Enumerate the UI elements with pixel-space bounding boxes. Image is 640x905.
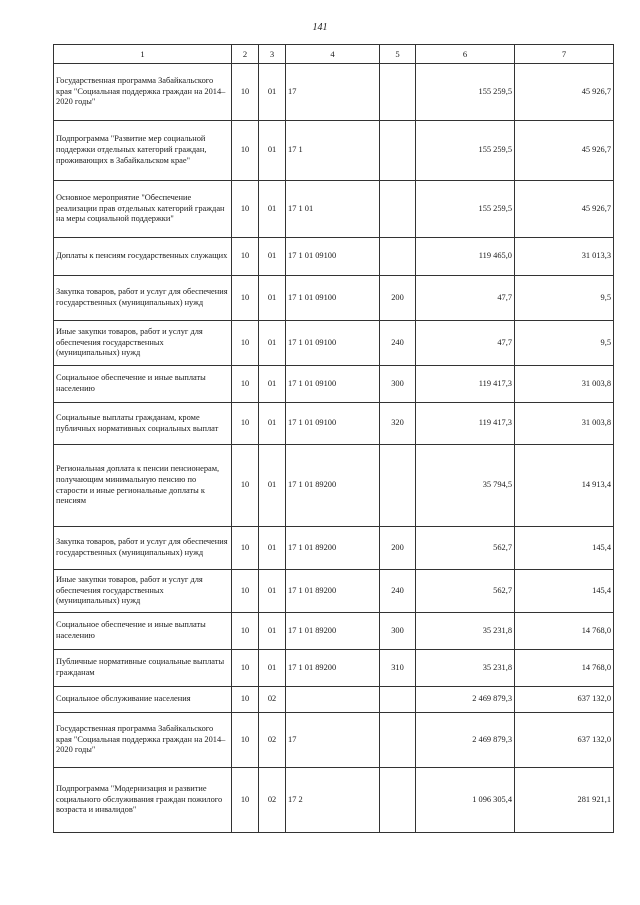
target-article-cell: 17 (286, 64, 380, 121)
expense-type-cell: 320 (380, 403, 416, 445)
subsection-cell: 02 (259, 768, 286, 833)
subsection-cell: 01 (259, 276, 286, 321)
table-row (54, 650, 614, 687)
amount-column-7-cell: 9,5 (515, 276, 614, 321)
amount-column-7-cell: 31 003,8 (515, 366, 614, 403)
column-header: 1 (54, 45, 232, 64)
expense-type-cell (380, 768, 416, 833)
target-article-cell: 17 1 01 09100 (286, 403, 380, 445)
amount-column-7-cell: 14 768,0 (515, 613, 614, 650)
subsection-cell: 01 (259, 650, 286, 687)
expense-type-cell (380, 181, 416, 238)
column-header: 4 (286, 45, 380, 64)
target-article-cell: 17 2 (286, 768, 380, 833)
budget-table (53, 44, 614, 833)
amount-column-7-cell: 14 768,0 (515, 650, 614, 687)
amount-column-6-cell: 2 469 879,3 (416, 687, 515, 713)
row-name-cell: Государственная программа Забайкальского края "Социальная поддержка граждан на 2014–2020 годы" (54, 64, 232, 121)
table-row (54, 121, 614, 181)
table-row (54, 687, 614, 713)
amount-column-6-cell: 47,7 (416, 321, 515, 366)
amount-column-6-cell: 562,7 (416, 570, 515, 613)
table-row (54, 768, 614, 833)
expense-type-cell: 300 (380, 613, 416, 650)
target-article-cell: 17 1 01 09100 (286, 238, 380, 276)
expense-type-cell (380, 121, 416, 181)
expense-type-cell: 200 (380, 527, 416, 570)
row-name-cell: Региональная доплата к пенсии пенсионерам, получающим минимальную пенсию по старости и иные региональные доплаты к пенсиям (54, 445, 232, 527)
section-cell: 10 (232, 403, 259, 445)
expense-type-cell: 240 (380, 570, 416, 613)
amount-column-6-cell: 155 259,5 (416, 121, 515, 181)
subsection-cell: 01 (259, 613, 286, 650)
amount-column-6-cell: 47,7 (416, 276, 515, 321)
amount-column-7-cell: 637 132,0 (515, 687, 614, 713)
table-row (54, 527, 614, 570)
target-article-cell: 17 1 (286, 121, 380, 181)
target-article-cell: 17 1 01 09100 (286, 321, 380, 366)
target-article-cell: 17 1 01 89200 (286, 613, 380, 650)
table-row (54, 403, 614, 445)
column-number-header-row (54, 45, 614, 64)
amount-column-7-cell: 281 921,1 (515, 768, 614, 833)
target-article-cell: 17 1 01 (286, 181, 380, 238)
section-cell: 10 (232, 445, 259, 527)
section-cell: 10 (232, 276, 259, 321)
row-name-cell: Иные закупки товаров, работ и услуг для обеспечения государственных (муниципальных) нужд (54, 570, 232, 613)
row-name-cell: Социальное обслуживание населения (54, 687, 232, 713)
amount-column-6-cell: 35 231,8 (416, 613, 515, 650)
expense-type-cell (380, 687, 416, 713)
target-article-cell: 17 1 01 09100 (286, 366, 380, 403)
amount-column-7-cell: 145,4 (515, 570, 614, 613)
section-cell: 10 (232, 768, 259, 833)
target-article-cell: 17 1 01 89200 (286, 570, 380, 613)
amount-column-7-cell: 45 926,7 (515, 121, 614, 181)
table-row (54, 276, 614, 321)
amount-column-7-cell: 145,4 (515, 527, 614, 570)
column-header: 3 (259, 45, 286, 64)
subsection-cell: 01 (259, 445, 286, 527)
column-header: 7 (515, 45, 614, 64)
amount-column-6-cell: 155 259,5 (416, 181, 515, 238)
row-name-cell: Социальные выплаты гражданам, кроме публичных нормативных социальных выплат (54, 403, 232, 445)
table-row (54, 366, 614, 403)
section-cell: 10 (232, 650, 259, 687)
row-name-cell: Публичные нормативные социальные выплаты гражданам (54, 650, 232, 687)
row-name-cell: Государственная программа Забайкальского края "Социальная поддержка граждан на 2014–2020 годы" (54, 713, 232, 768)
table-row (54, 713, 614, 768)
expense-type-cell: 200 (380, 276, 416, 321)
amount-column-7-cell: 45 926,7 (515, 181, 614, 238)
subsection-cell: 01 (259, 403, 286, 445)
target-article-cell: 17 1 01 09100 (286, 276, 380, 321)
subsection-cell: 01 (259, 366, 286, 403)
expense-type-cell: 300 (380, 366, 416, 403)
subsection-cell: 01 (259, 181, 286, 238)
section-cell: 10 (232, 687, 259, 713)
section-cell: 10 (232, 366, 259, 403)
subsection-cell: 01 (259, 64, 286, 121)
column-header: 2 (232, 45, 259, 64)
amount-column-7-cell: 45 926,7 (515, 64, 614, 121)
amount-column-7-cell: 9,5 (515, 321, 614, 366)
row-name-cell: Закупка товаров, работ и услуг для обеспечения государственных (муниципальных) нужд (54, 276, 232, 321)
row-name-cell: Социальное обеспечение и иные выплаты населению (54, 366, 232, 403)
budget-table-body (54, 64, 614, 833)
amount-column-6-cell: 35 794,5 (416, 445, 515, 527)
table-row (54, 613, 614, 650)
expense-type-cell (380, 64, 416, 121)
expense-type-cell: 310 (380, 650, 416, 687)
section-cell: 10 (232, 527, 259, 570)
target-article-cell (286, 687, 380, 713)
table-row (54, 445, 614, 527)
section-cell: 10 (232, 64, 259, 121)
expense-type-cell (380, 445, 416, 527)
section-cell: 10 (232, 121, 259, 181)
amount-column-6-cell: 562,7 (416, 527, 515, 570)
amount-column-6-cell: 119 465,0 (416, 238, 515, 276)
row-name-cell: Закупка товаров, работ и услуг для обеспечения государственных (муниципальных) нужд (54, 527, 232, 570)
page-number: 141 (312, 22, 328, 33)
row-name-cell: Доплаты к пенсиям государственных служащих (54, 238, 232, 276)
row-name-cell: Подпрограмма "Развитие мер социальной поддержки отдельных категорий граждан, проживающих в Забайкальском крае" (54, 121, 232, 181)
amount-column-7-cell: 31 013,3 (515, 238, 614, 276)
amount-column-7-cell: 637 132,0 (515, 713, 614, 768)
table-row (54, 570, 614, 613)
row-name-cell: Основное мероприятие "Обеспечение реализации прав отдельных категорий граждан на меры социальной поддержки" (54, 181, 232, 238)
subsection-cell: 01 (259, 238, 286, 276)
expense-type-cell (380, 238, 416, 276)
section-cell: 10 (232, 238, 259, 276)
row-name-cell: Иные закупки товаров, работ и услуг для обеспечения государственных (муниципальных) нужд (54, 321, 232, 366)
target-article-cell: 17 1 01 89200 (286, 445, 380, 527)
section-cell: 10 (232, 713, 259, 768)
amount-column-7-cell: 31 003,8 (515, 403, 614, 445)
target-article-cell: 17 (286, 713, 380, 768)
expense-type-cell (380, 713, 416, 768)
subsection-cell: 01 (259, 321, 286, 366)
amount-column-7-cell: 14 913,4 (515, 445, 614, 527)
column-header: 5 (380, 45, 416, 64)
amount-column-6-cell: 1 096 305,4 (416, 768, 515, 833)
section-cell: 10 (232, 570, 259, 613)
row-name-cell: Социальное обеспечение и иные выплаты населению (54, 613, 232, 650)
subsection-cell: 02 (259, 687, 286, 713)
amount-column-6-cell: 35 231,8 (416, 650, 515, 687)
section-cell: 10 (232, 613, 259, 650)
subsection-cell: 01 (259, 527, 286, 570)
subsection-cell: 01 (259, 570, 286, 613)
section-cell: 10 (232, 321, 259, 366)
amount-column-6-cell: 119 417,3 (416, 366, 515, 403)
row-name-cell: Подпрограмма "Модернизация и развитие социального обслуживания граждан пожилого возраста и инвалидов" (54, 768, 232, 833)
amount-column-6-cell: 155 259,5 (416, 64, 515, 121)
amount-column-6-cell: 2 469 879,3 (416, 713, 515, 768)
subsection-cell: 01 (259, 121, 286, 181)
amount-column-6-cell: 119 417,3 (416, 403, 515, 445)
table-row (54, 238, 614, 276)
table-row (54, 181, 614, 238)
column-header: 6 (416, 45, 515, 64)
section-cell: 10 (232, 181, 259, 238)
table-row (54, 321, 614, 366)
subsection-cell: 02 (259, 713, 286, 768)
table-row (54, 64, 614, 121)
target-article-cell: 17 1 01 89200 (286, 650, 380, 687)
expense-type-cell: 240 (380, 321, 416, 366)
target-article-cell: 17 1 01 89200 (286, 527, 380, 570)
